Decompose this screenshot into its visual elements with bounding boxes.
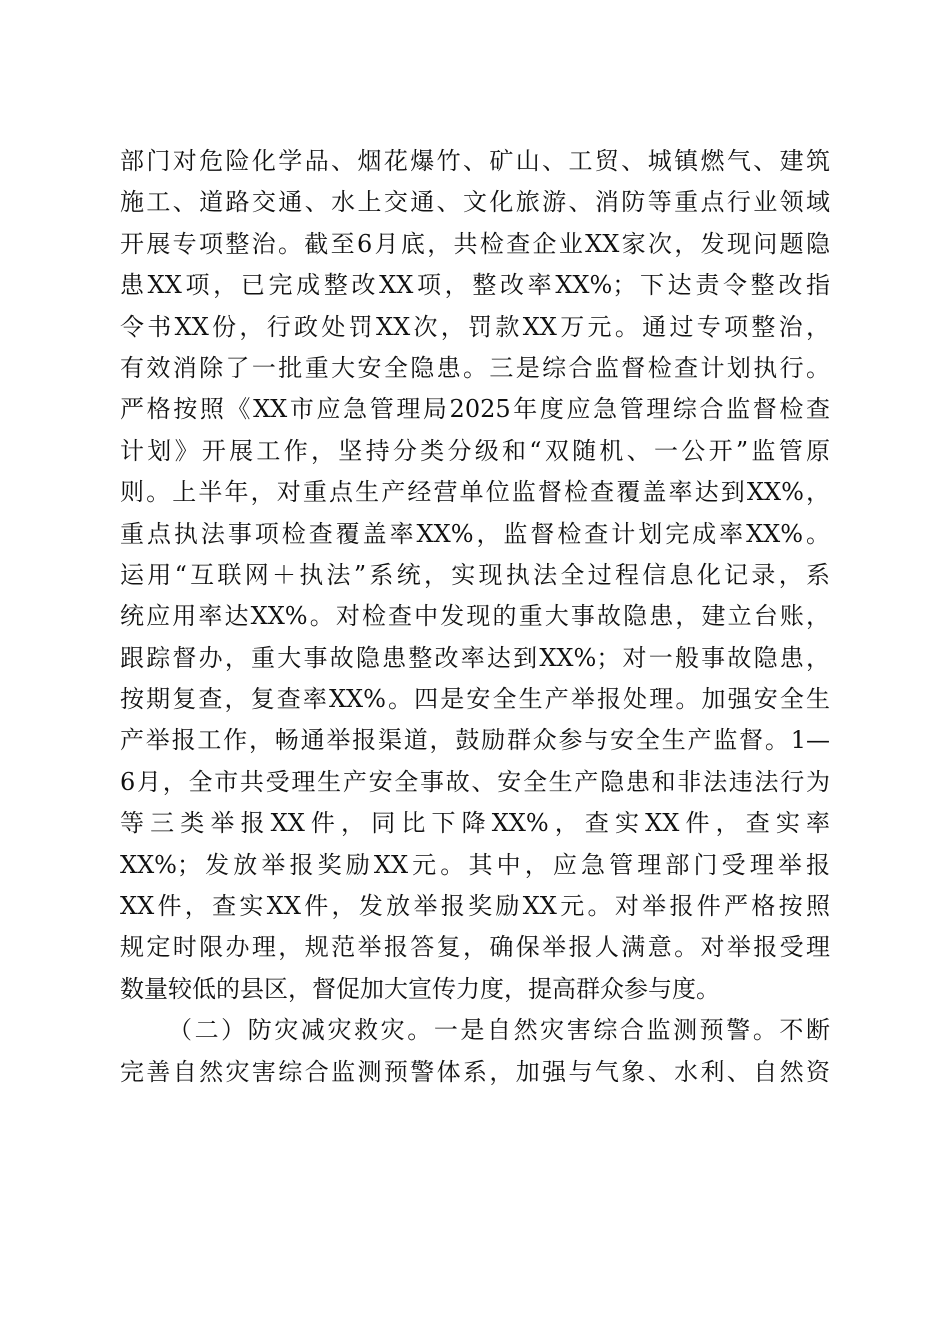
text-line: 重点执法事项检查覆盖率XX%，监督检查计划完成率XX%。	[120, 519, 830, 548]
text-line: XX%；发放举报奖励XX元。其中，应急管理部门受理举报	[120, 850, 830, 879]
text-line: 计划》开展工作，坚持分类分级和“双随机、一公开”监管原	[120, 436, 830, 465]
section-heading-line: （二）防灾减灾救灾。一是自然灾害综合监测预警。不断	[168, 1016, 830, 1045]
document-body	[120, 141, 830, 1093]
text-line: 跟踪督办，重大事故隐患整改率达到XX%；对一般事故隐患，	[120, 643, 830, 672]
text-line: 完善自然灾害综合监测预警体系，加强与气象、水利、自然资	[120, 1057, 830, 1086]
text-line: 施工、道路交通、水上交通、文化旅游、消防等重点行业领域	[120, 188, 830, 217]
text-line: 等三类举报XX件，同比下降XX%，查实XX件，查实率	[120, 809, 830, 838]
text-line: 规定时限办理，规范举报答复，确保举报人满意。对举报受理	[120, 933, 830, 962]
text-line: 运用“互联网＋执法”系统，实现执法全过程信息化记录，系	[120, 560, 830, 589]
text-line: 按期复查，复查率XX%。四是安全生产举报处理。加强安全生	[120, 685, 830, 714]
text-line: 产举报工作，畅通举报渠道，鼓励群众参与安全生产监督。1—	[120, 726, 830, 755]
text-line: 开展专项整治。截至6月底，共检查企业XX家次，发现问题隐	[120, 229, 830, 258]
text-line: 数量较低的县区，督促加大宣传力度，提高群众参与度。	[120, 974, 720, 1003]
text-line: 统应用率达XX%。对检查中发现的重大事故隐患，建立台账，	[120, 602, 830, 631]
text-line: 则。上半年，对重点生产经营单位监督检查覆盖率达到XX%，	[120, 478, 830, 507]
text-line: 令书XX份，行政处罚XX次，罚款XX万元。通过专项整治，	[120, 312, 830, 341]
text-line: 患XX项，已完成整改XX项，整改率XX%；下达责令整改指	[120, 271, 830, 300]
text-line: 6月，全市共受理生产安全事故、安全生产隐患和非法违法行为	[120, 767, 830, 796]
text-line: XX件，查实XX件，发放举报奖励XX元。对举报件严格按照	[120, 892, 830, 921]
text-line: 严格按照《XX市应急管理局2025年度应急管理综合监督检查	[120, 395, 830, 424]
text-line: 有效消除了一批重大安全隐患。三是综合监督检查计划执行。	[120, 353, 830, 382]
text-line: 部门对危险化学品、烟花爆竹、矿山、工贸、城镇燃气、建筑	[120, 147, 830, 175]
